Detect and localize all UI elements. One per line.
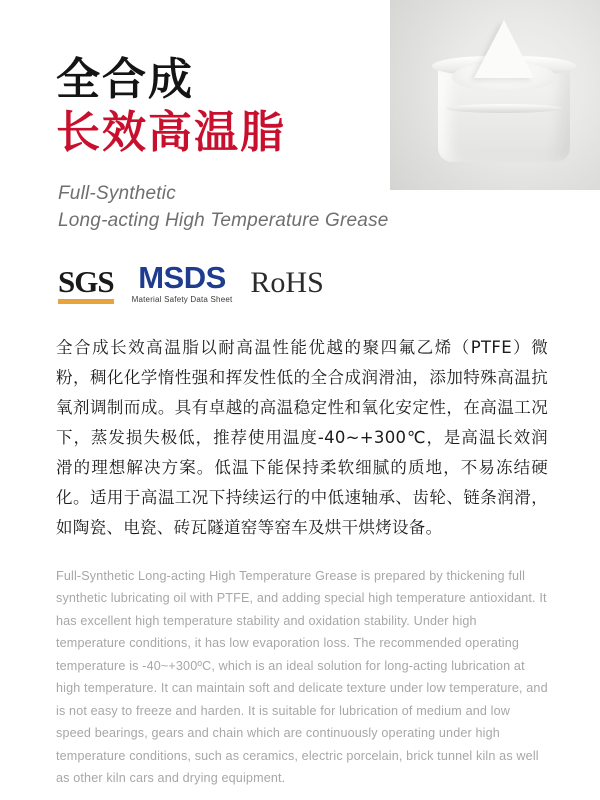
grease-cone — [474, 20, 534, 78]
msds-logo-sublabel: Material Safety Data Sheet — [131, 295, 233, 304]
msds-logo — [132, 262, 233, 304]
jar-ring — [446, 104, 562, 113]
rohs-logo: RoHS — [250, 266, 324, 299]
certification-logos — [58, 262, 324, 304]
sgs-logo: SGS — [58, 266, 114, 304]
page-title-cn-line2: 长效高温脂 — [56, 107, 286, 158]
body-text-cn: 全合成长效高温脂以耐高温性能优越的聚四氟乙烯（PTFE）微粉，稠化化学惰性强和挥发性低的全合成润滑油，添加特殊高温抗氧剂调制而成。具有卓越的高温稳定性和氧化安定性，在高温工况下，蒸发损失极低，推荐使用温度-40~+300℃，是高温长效润滑的理想解决方案。低温下能保持柔软细腻的质地，不易冻结硬化。适用于高温工况下持续运行的中低速轴承、齿轮、链条润滑，如陶瓷、电瓷、砖瓦隧道窑等窑车及烘干烘烤设备。 — [56, 337, 548, 537]
grease-jar-icon — [430, 18, 580, 168]
subtitle-en-line1: Full-Synthetic — [58, 183, 176, 204]
body-text-en: Full-Synthetic Long-acting High Temperature Grease is prepared by thickening full synthetic lubricating oil with PTFE, and adding special high temperature antioxidant. It has excellent high temperature stability and oxidation stability. Under high temperature conditions, it has low evaporation loss. The recommended operating temperature is -40~+300ºC, which is an ideal solution for long-acting lubrication at high temperature. It can maintain soft and delicate texture under low temperature, and is not easy to freeze and harden. It is suitable for lubrication of medium and low speed bearings, gears and chain which are continuously operating under high temperature conditions, such as ceramics, electric porcelain, brick tunnel kiln as well as other kiln cars and drying equipment. — [56, 568, 548, 786]
msds-logo-label: MSDS — [138, 260, 226, 295]
subtitle-en-line2: Long-acting High Temperature Grease — [58, 210, 389, 231]
product-photo — [390, 0, 600, 190]
page-title-cn-line1: 全合成 — [56, 54, 194, 105]
subtitle-en — [58, 180, 389, 234]
headline-block — [56, 54, 286, 160]
